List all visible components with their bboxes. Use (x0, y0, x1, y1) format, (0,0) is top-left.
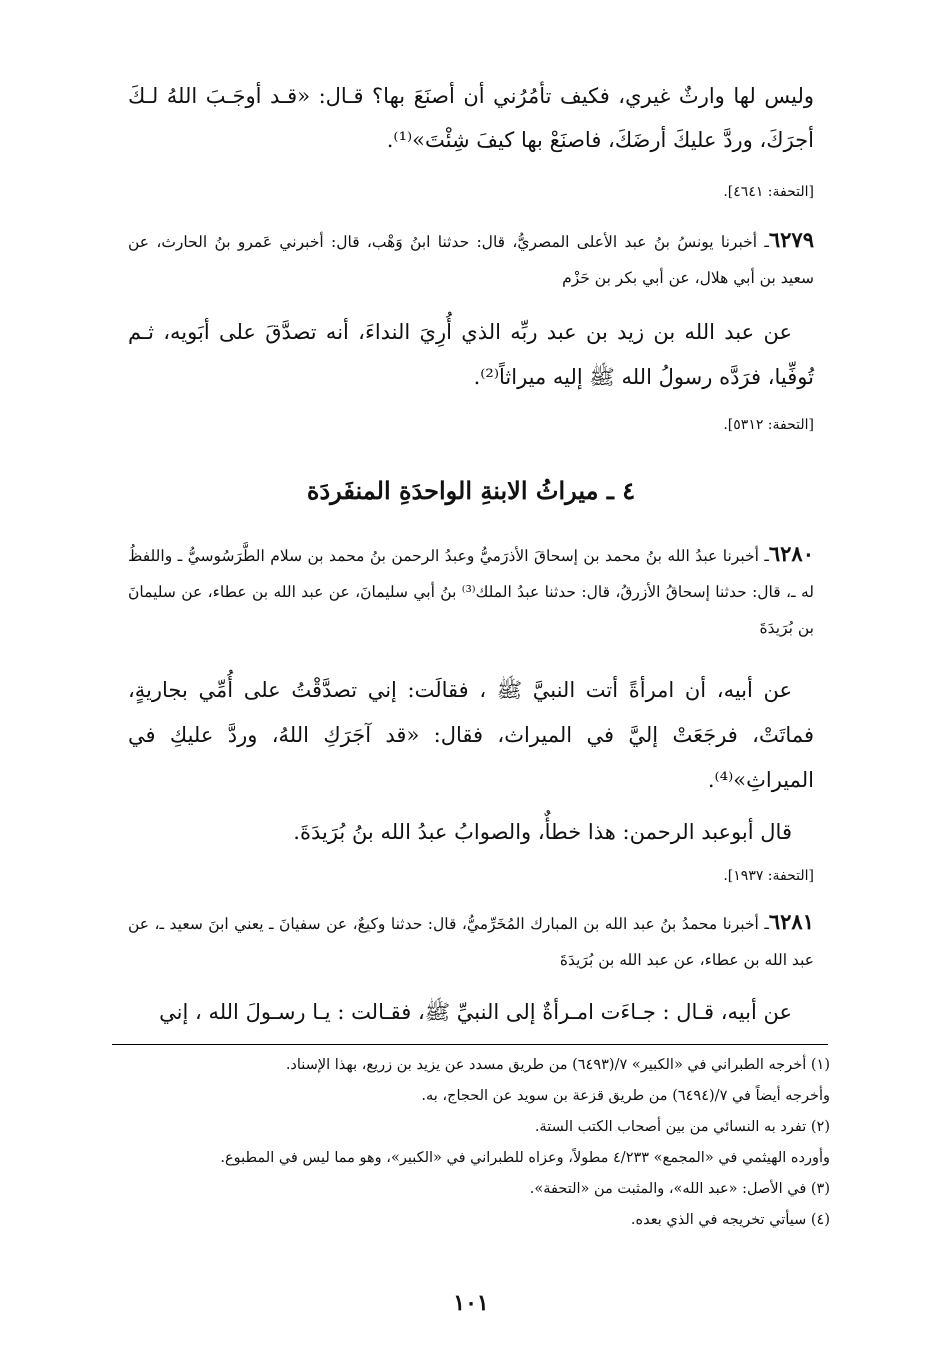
isnad-text: ـ أخبرنا محمدُ بنُ عبد الله بن المبارك المُخَرِّميُّ، قال: حدثنا وكيعٌ، عن سفيانَ ـ يعني ابنَ سعيد ـ، عن عبد الله بن عطاء، عن عبد الله بن بُرَيدَةَ (128, 915, 814, 969)
footnote: (٣) في الأصل: «عبد الله»، والمثبت من «التحفة». (529, 1181, 830, 1197)
hadith-number: ٦٢٧٩ (768, 227, 814, 252)
isnad-text: ـ أخبرنا عبدُ الله بنُ محمد بن إسحاقَ الأذرَميُّ وعبدُ الرحمن بنُ محمد بن سلام الطَّرَسُوسيُّ ـ واللفظُ له ـ، قال: حدثنا إسحاقُ الأزرقُ، قال: حدثنا عبدُ الملك⁽³⁾ بنُ أبي سليمانَ، عن عبد الله بن عطاء، عن سليمانَ بن بُرَيدَةَ (128, 547, 814, 637)
hadith-6281-matn: عن أبيه، قـال : جـاءَت امـرأةٌ إلى النبيِّ ﷺ، فقـالت : يـا رسـولَ الله ، إني (159, 1000, 792, 1024)
footnote-separator (112, 1044, 828, 1045)
tuhfa-reference: [التحفة: ٥٣١٢]. (723, 417, 814, 433)
footnote: (٤) سيأتي تخريجه في الذي بعده. (630, 1212, 830, 1228)
hadith-6280-matn: عن أبيه، أن امرأةً أتت النبيَّ ﷺ ، فقالَت: إني تصدَّقْتُ على أُمِّي بجاريةٍ، فماتَتْ، فرجَعَتْ إليَّ في الميراث، فقال: «قد آجَرَكِ اللهُ، وردَّ عليكِ في الميراثِ»⁽⁴⁾. (128, 678, 814, 792)
isnad-text: ـ أخبرنا يونسُ بنُ عبد الأعلى المصريُّ، قال: حدثنا ابنُ وَهْب، قال: أخبرني عَمرو بنُ الحارث، عن سعيد بن أبي هلال، عن أبي بكر بن حَزْم (128, 233, 814, 287)
continuation-paragraph: وليس لها وارثٌ غيري، فكيف تأمُرُني أن أصنَعَ بها؟ قـال: «قـد أوجَـبَ اللهُ لـكَ أجرَكَ، وردَّ عليكَ أرضَكَ، فاصنَعْ بها كيفَ شِئْتَ»⁽¹⁾. (128, 84, 814, 152)
hadith-6281-isnad (128, 904, 814, 978)
footnote: (٢) تفرد به النسائي من بين أصحاب الكتب الستة. (534, 1119, 830, 1135)
footnote: (١) أخرجه الطبراني في «الكبير» ٧/(٦٤٩٣) من طريق مسدد عن يزيد بن زريع، بهذا الإسناد. (285, 1057, 830, 1073)
footnote: وأخرجه أيضاً في ٧/(٦٤٩٤) من طريق قزعة بن سويد عن الحجاج، به. (421, 1088, 830, 1104)
hadith-6279-matn: عن عبد الله بن زيد بن عبد ربِّه الذي أُرِيَ النداءَ، أنه تصدَّقَ على أبَويه، ثـم تُوفِّيا، فرَدَّه رسولُ الله ﷺ إليه ميراثاً⁽²⁾. (128, 320, 814, 389)
section-heading: ٤ ـ ميراثُ الابنةِ الواحدَةِ المنفَردَة (306, 476, 636, 505)
tuhfa-reference: [التحفة: ١٩٣٧]. (723, 868, 814, 884)
hadith-number: ٦٢٨٠ (768, 541, 814, 566)
hadith-6280-isnad (128, 536, 814, 646)
hadith-number: ٦٢٨١ (768, 909, 814, 934)
hadith-6279-isnad (128, 222, 814, 296)
tuhfa-reference: [التحفة: ٤٦٤١]. (723, 184, 814, 200)
page-number: ١٠١ (453, 1290, 489, 1316)
footnotes (114, 1050, 830, 1236)
footnote: وأورده الهيثمي في «المجمع» ٤/٢٣٣ مطولاً، وعزاه للطبراني في «الكبير»، وهو مما ليس في المطبوع. (220, 1150, 830, 1166)
author-note: قال أبوعبد الرحمن: هذا خطأٌ، والصوابُ عبدُ الله بنُ بُرَيدَةَ. (293, 820, 792, 844)
